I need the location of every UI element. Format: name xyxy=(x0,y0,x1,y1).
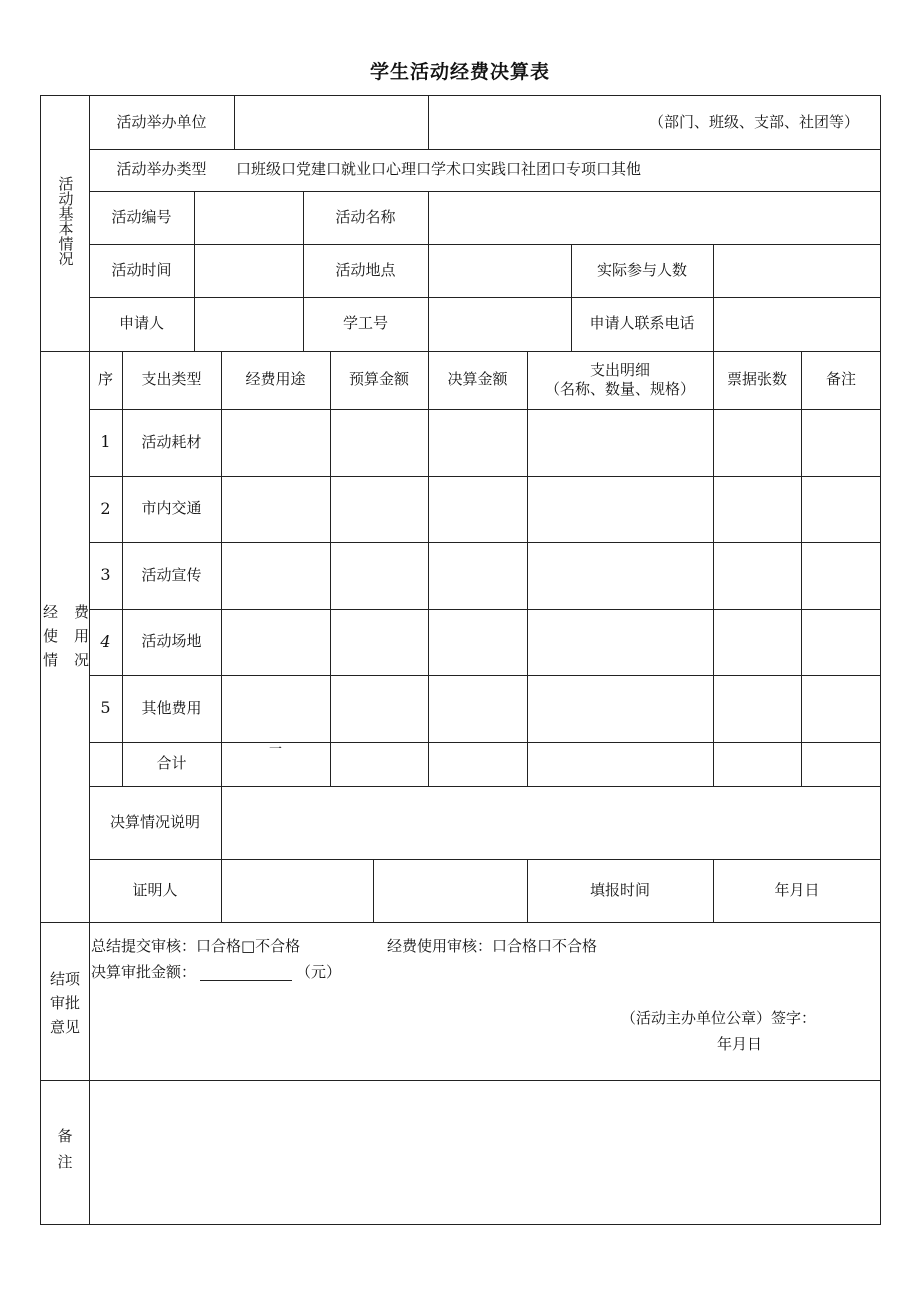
organizer-input[interactable] xyxy=(234,96,428,149)
name-input[interactable] xyxy=(428,191,881,244)
col-divider xyxy=(527,351,528,786)
phone-label: 申请人联系电话 xyxy=(589,314,695,333)
place-input[interactable] xyxy=(428,244,571,297)
phone-input[interactable] xyxy=(713,297,881,351)
row-type: 活动场地 xyxy=(141,632,202,651)
explanation-input[interactable] xyxy=(221,786,881,859)
place-label: 活动地点 xyxy=(335,260,396,279)
header-final: 决算金额 xyxy=(447,370,508,389)
row-seq: 5 xyxy=(100,698,111,718)
applicant-input[interactable] xyxy=(194,297,303,351)
total-label: 合计 xyxy=(156,754,187,773)
witness-input[interactable] xyxy=(221,859,373,922)
basic-section-label: 活动基本情况 xyxy=(56,176,75,266)
expense-section-label: 经 费 使 用 情况 xyxy=(43,603,89,669)
approved-amount-unit: （元） xyxy=(296,963,342,982)
row-seq: 4 xyxy=(100,631,111,651)
header-detail xyxy=(527,351,713,409)
row-type: 其他费用 xyxy=(141,698,202,717)
header-detail-line1: 支出明细 xyxy=(589,360,650,379)
id-input[interactable] xyxy=(428,297,571,351)
fill-time-label: 填报时间 xyxy=(589,880,650,899)
row-type: 市内交通 xyxy=(141,499,202,518)
header-seq: 序 xyxy=(97,370,113,389)
row-type: 活动耗材 xyxy=(141,432,202,451)
id-label: 学工号 xyxy=(342,314,388,333)
applicant-label: 申请人 xyxy=(118,314,164,333)
fill-time-date: 年月日 xyxy=(774,880,820,899)
name-label: 活动名称 xyxy=(335,207,396,226)
col-divider xyxy=(428,351,429,786)
explanation-label: 决算情况说明 xyxy=(109,812,200,831)
header-type: 支出类型 xyxy=(141,370,202,389)
organizer-hint: （部门、班级、支部、社团等） xyxy=(648,112,859,131)
notes-section-label: 备注 xyxy=(57,1127,73,1171)
witness-label: 证明人 xyxy=(132,880,178,899)
form-title: 学生活动经费决算表 xyxy=(369,61,550,83)
summary-check[interactable]: 总结提交审核：口合格□不合格 xyxy=(91,937,301,956)
approved-amount xyxy=(91,962,491,984)
review-date: 年月日 xyxy=(717,1035,763,1054)
col-divider xyxy=(330,351,331,786)
approved-amount-input[interactable] xyxy=(200,966,292,981)
code-label: 活动编号 xyxy=(111,207,172,226)
participants-input[interactable] xyxy=(713,244,881,297)
row-seq: 1 xyxy=(100,432,111,452)
usage-check[interactable]: 经费使用审核：口合格口不合格 xyxy=(387,937,598,956)
review-section-label: 结项审批意见 xyxy=(49,970,80,1036)
row-seq: 3 xyxy=(100,565,111,585)
header-purpose: 经费用途 xyxy=(245,370,306,389)
header-receipts: 票据张数 xyxy=(726,370,787,389)
type-options[interactable]: 口班级口党建口就业口心理口学术口实践口社团口专项口其他 xyxy=(236,160,642,179)
col-divider xyxy=(801,351,802,786)
col-divider xyxy=(713,351,714,786)
type-label: 活动举办类型 xyxy=(116,160,207,179)
header-remark: 备注 xyxy=(825,370,856,389)
header-detail-line2: （名称、数量、规格） xyxy=(544,380,695,398)
form-table xyxy=(40,95,881,1225)
time-label: 活动时间 xyxy=(111,260,172,279)
notes-input[interactable] xyxy=(89,1080,881,1225)
row-seq: 2 xyxy=(100,498,111,518)
seal-signature-label: （活动主办单位公章）签字： xyxy=(621,1009,817,1028)
total-purpose-mark: 一 xyxy=(268,741,282,757)
section-divider xyxy=(41,922,881,923)
code-input[interactable] xyxy=(194,191,303,244)
header-budget: 预算金额 xyxy=(348,370,409,389)
participants-label: 实际参与人数 xyxy=(596,260,687,279)
row-type: 活动宣传 xyxy=(141,565,202,584)
witness-input-2[interactable] xyxy=(373,859,527,922)
approved-amount-label: 决算审批金额： xyxy=(91,963,197,982)
time-input[interactable] xyxy=(194,244,303,297)
organizer-label: 活动举办单位 xyxy=(116,112,207,131)
